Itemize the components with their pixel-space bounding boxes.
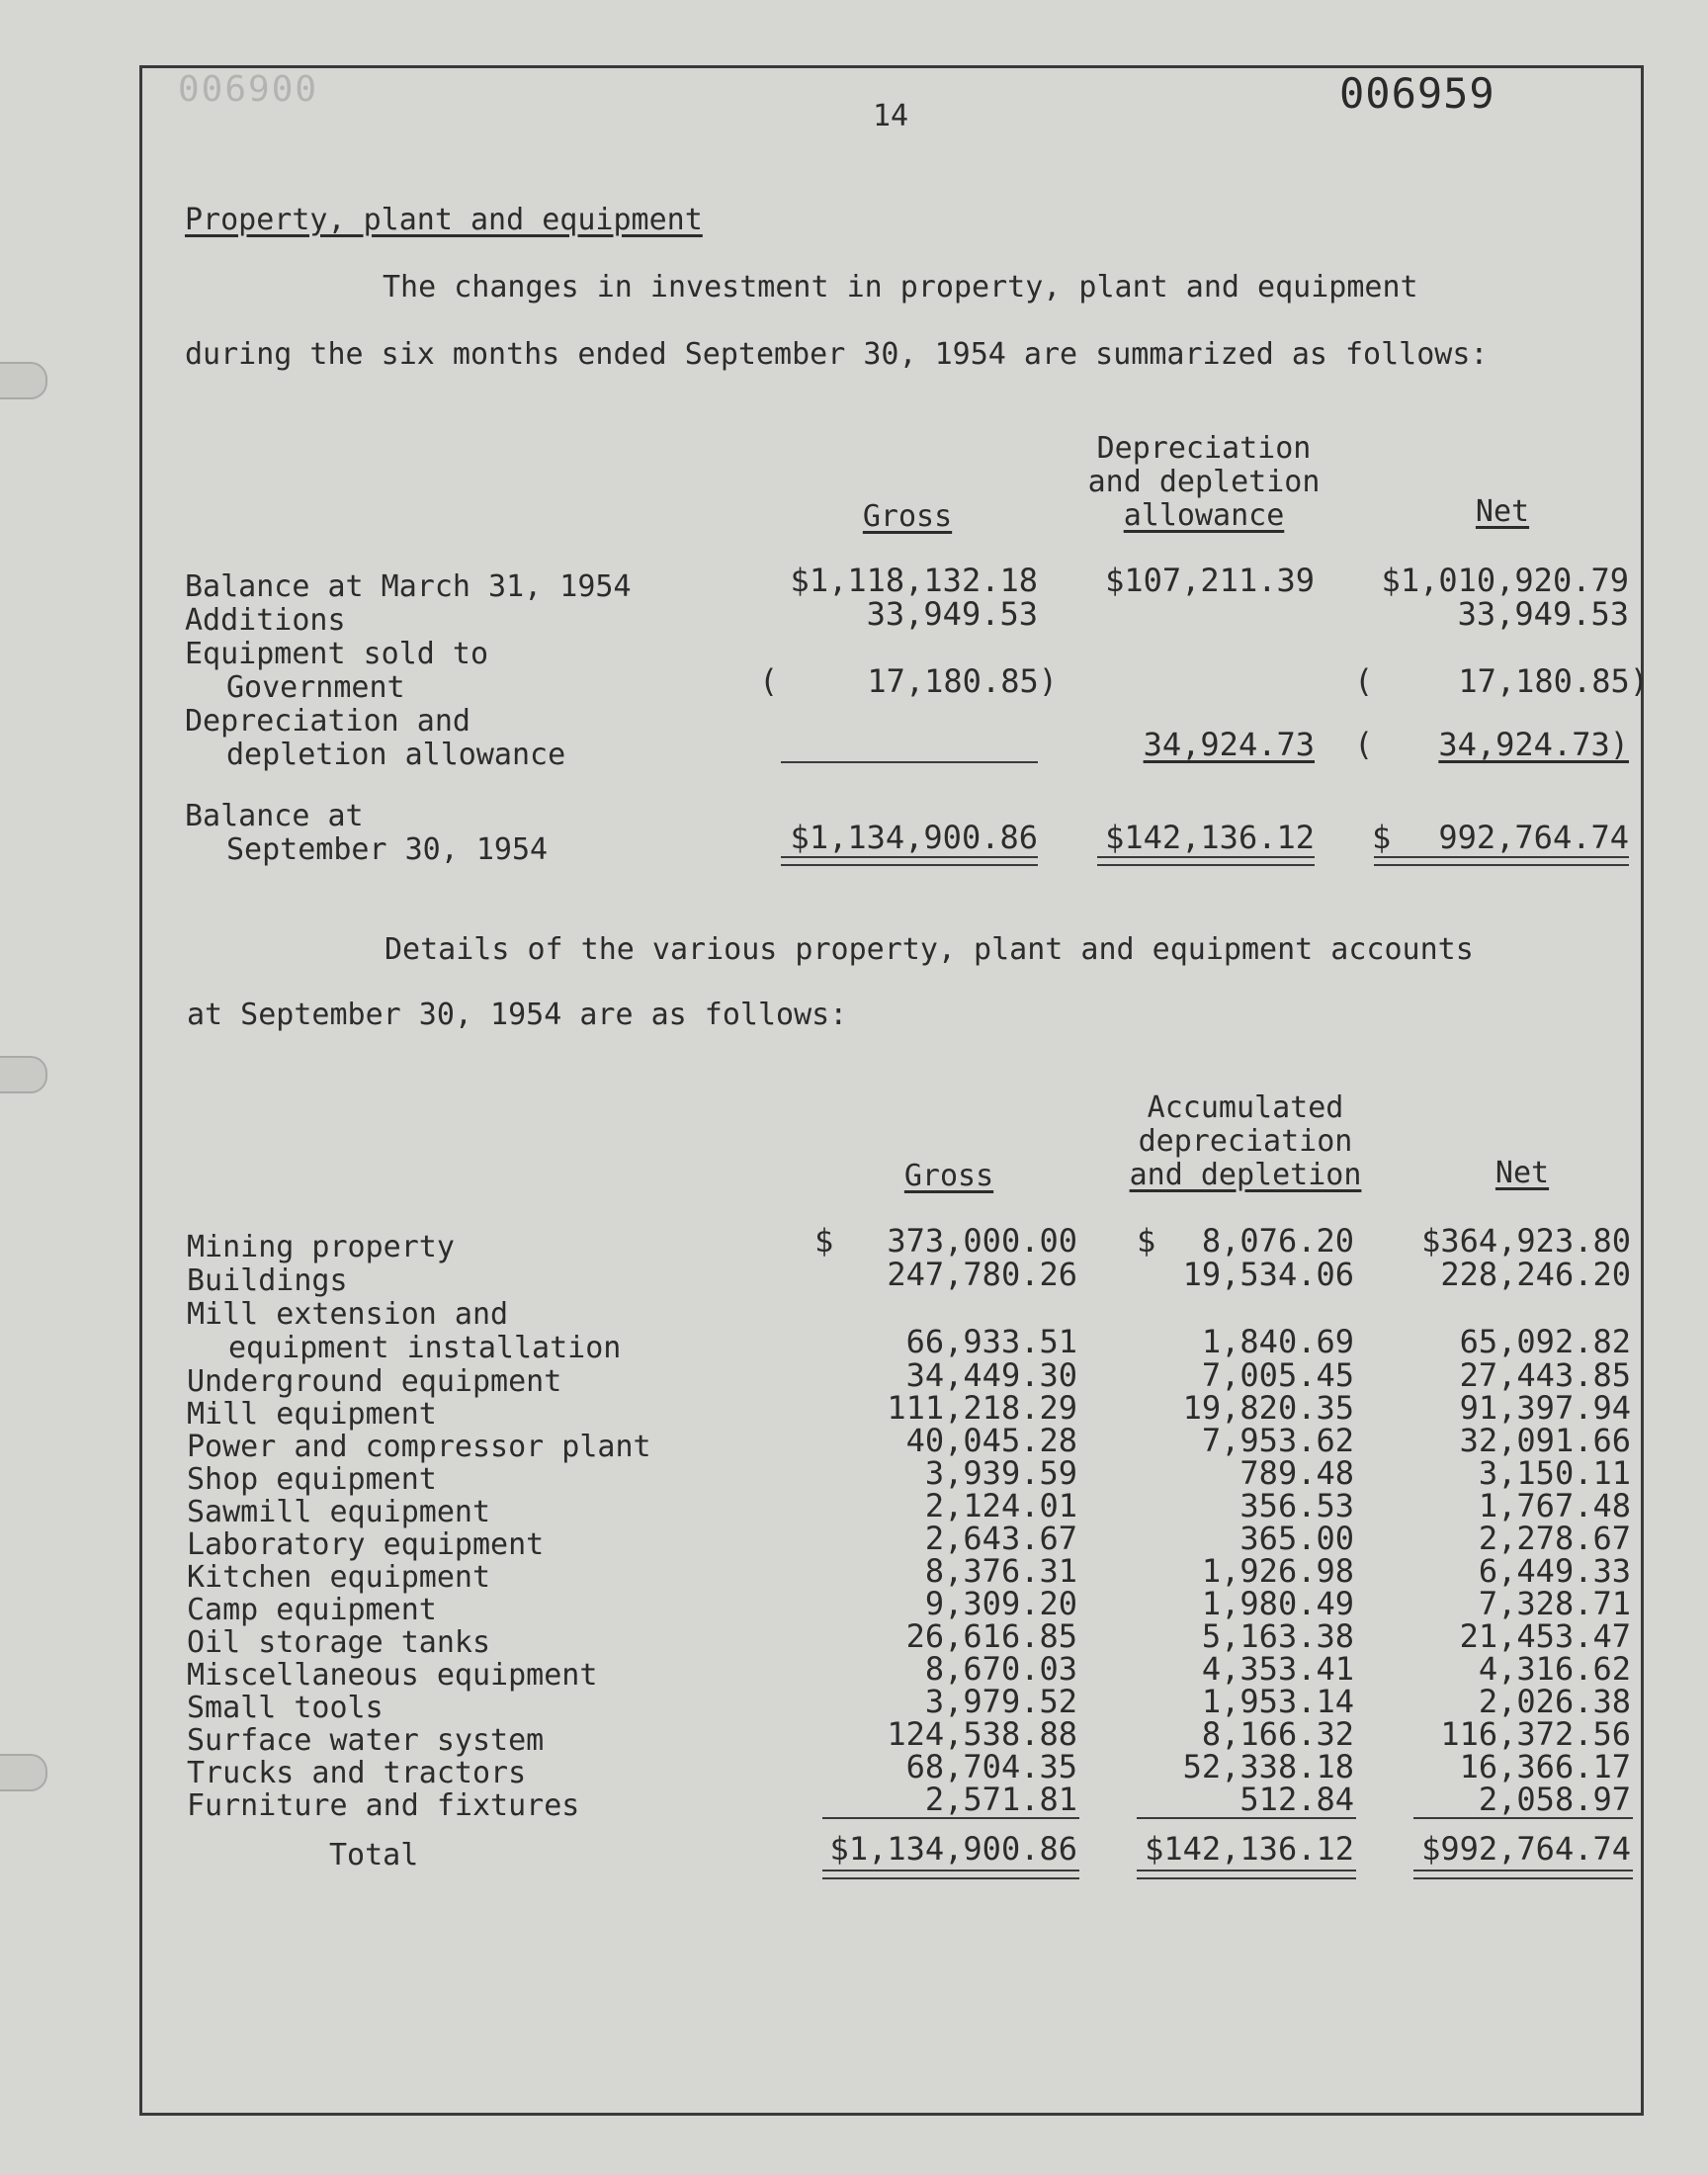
details-row-label: Buildings — [187, 1263, 348, 1298]
details-row-acc: 7,005.45 — [1201, 1356, 1354, 1394]
changes-row-net-open-paren: ( — [1354, 726, 1374, 763]
details-row-acc: 1,953.14 — [1201, 1683, 1354, 1720]
details-row-acc: 19,534.06 — [1182, 1256, 1354, 1293]
details-row-label: Mill extension and — [187, 1297, 509, 1332]
details-row-label: Laboratory equipment — [187, 1527, 545, 1562]
changes-row-net: $1,010,920.79 — [1381, 562, 1629, 599]
details-header-net: Net — [1494, 1156, 1550, 1190]
details-row-net: 7,328.71 — [1478, 1585, 1631, 1622]
details-net-subtotal-rule — [1413, 1817, 1633, 1819]
details-row-net: 2,058.97 — [1478, 1781, 1631, 1818]
details-row-label: Mining property — [187, 1230, 455, 1264]
details-row-net: 21,453.47 — [1459, 1617, 1631, 1655]
details-row-net: 6,449.33 — [1478, 1552, 1631, 1590]
details-acc-subtotal-rule — [1137, 1817, 1356, 1819]
details-row-net: 228,246.20 — [1440, 1256, 1631, 1293]
details-header-acc-line3: and depletion — [1129, 1158, 1362, 1192]
details-row-acc: 1,980.49 — [1201, 1585, 1354, 1622]
details-row-net: 65,092.82 — [1459, 1323, 1631, 1360]
details-row-label: Small tools — [187, 1691, 384, 1725]
details-row-label: Mill equipment — [187, 1397, 437, 1432]
details-row-acc: 1,926.98 — [1201, 1552, 1354, 1590]
details-row-acc: 8,076.20 — [1201, 1222, 1354, 1260]
details-row-gross: 66,933.51 — [905, 1323, 1077, 1360]
details-total-acc: $142,136.12 — [1145, 1830, 1354, 1868]
changes-row-net: 33,949.53 — [1457, 595, 1629, 633]
details-row-net: 116,372.56 — [1440, 1715, 1631, 1753]
details-row-acc: 19,820.35 — [1182, 1389, 1354, 1427]
changes-row-label-cont: depletion allowance — [226, 738, 566, 772]
details-row-gross: 124,538.88 — [887, 1715, 1077, 1753]
changes-row-gross-open-paren: ( — [759, 662, 779, 700]
details-row-acc: 7,953.62 — [1201, 1422, 1354, 1459]
changes-header-depr-line2: and depletion — [1087, 465, 1321, 499]
details-row-net: 16,366.17 — [1459, 1748, 1631, 1785]
changes-row-label: Equipment sold to — [185, 637, 489, 671]
details-row-gross: 373,000.00 — [887, 1222, 1077, 1260]
details-row-net: 27,443.85 — [1459, 1356, 1631, 1394]
details-row-gross-dollar: $ — [814, 1222, 834, 1260]
changes-header-depr-line3: allowance — [1123, 498, 1285, 533]
changes-row-label: Balance at — [185, 799, 364, 833]
changes-row-gross: 33,949.53 — [866, 595, 1038, 633]
changes-row-depr: $142,136.12 — [1105, 819, 1315, 856]
changes-row-net: 34,924.73) — [1438, 726, 1629, 763]
details-row-acc: 5,163.38 — [1201, 1617, 1354, 1655]
changes-row-label: Depreciation and — [185, 704, 470, 739]
details-row-gross: 247,780.26 — [887, 1256, 1077, 1293]
changes-row-net: 992,764.74 — [1438, 819, 1629, 856]
details-paragraph-line-2: at September 30, 1954 are as follows: — [187, 998, 848, 1032]
details-row-acc: 8,166.32 — [1201, 1715, 1354, 1753]
section-title: Property, plant and equipment — [185, 203, 703, 237]
details-row-label: Oil storage tanks — [187, 1625, 491, 1660]
details-total-net: $992,764.74 — [1421, 1830, 1631, 1868]
changes-row-label-cont: Government — [226, 670, 405, 705]
details-row-gross: 111,218.29 — [887, 1389, 1077, 1427]
changes-row-net-open-paren: ( — [1354, 662, 1374, 700]
changes-row-label: Balance at March 31, 1954 — [185, 569, 632, 604]
changes-header-depr-line1: Depreciation — [1096, 431, 1312, 466]
punch-hole-middle — [0, 1056, 47, 1093]
details-row-gross: 3,939.59 — [924, 1454, 1077, 1492]
details-row-acc-dollar: $ — [1137, 1222, 1156, 1260]
changes-row-label-cont: September 30, 1954 — [226, 832, 549, 867]
details-header-acc-line2: depreciation — [1138, 1124, 1353, 1159]
changes-row-depr: 34,924.73 — [1143, 726, 1315, 763]
faint-bleedthrough-number: 006900 — [178, 69, 319, 110]
details-total-gross: $1,134,900.86 — [829, 1830, 1077, 1868]
changes-row-net-dollar: $ — [1372, 819, 1392, 856]
details-row-gross: 26,616.85 — [905, 1617, 1077, 1655]
details-row-label: Sawmill equipment — [187, 1495, 491, 1529]
details-row-acc: 356.53 — [1239, 1487, 1354, 1524]
intro-paragraph-line-1: The changes in investment in property, plant and equipment — [383, 270, 1418, 304]
details-gross-subtotal-rule — [822, 1817, 1079, 1819]
details-row-gross: 8,670.03 — [924, 1650, 1077, 1688]
details-header-acc-line1: Accumulated — [1147, 1090, 1344, 1125]
details-header-gross: Gross — [903, 1159, 994, 1193]
details-row-acc: 4,353.41 — [1201, 1650, 1354, 1688]
changes-header-net: Net — [1475, 494, 1530, 529]
changes-row-gross: 17,180.85) — [867, 662, 1058, 700]
details-row-net: 32,091.66 — [1459, 1422, 1631, 1459]
details-row-label: Trucks and tractors — [187, 1756, 527, 1790]
details-row-label-cont: equipment installation — [228, 1331, 622, 1365]
details-row-acc: 365.00 — [1239, 1520, 1354, 1557]
details-row-label: Miscellaneous equipment — [187, 1658, 598, 1693]
details-row-gross: 9,309.20 — [924, 1585, 1077, 1622]
details-row-label: Kitchen equipment — [187, 1560, 491, 1595]
changes-gross-double-rule — [781, 856, 1038, 866]
punch-hole-bottom — [0, 1754, 47, 1791]
details-net-double-rule — [1413, 1870, 1633, 1879]
details-row-label: Camp equipment — [187, 1593, 437, 1627]
changes-header-gross: Gross — [862, 499, 953, 534]
changes-row-label: Additions — [185, 603, 346, 638]
details-row-gross: 34,449.30 — [905, 1356, 1077, 1394]
details-row-net: 4,316.62 — [1478, 1650, 1631, 1688]
changes-row-depr: $107,211.39 — [1105, 562, 1315, 599]
changes-gross-subtotal-rule — [781, 761, 1038, 763]
details-total-label: Total — [329, 1838, 419, 1872]
details-gross-double-rule — [822, 1870, 1079, 1879]
details-row-label: Underground equipment — [187, 1364, 562, 1399]
changes-depr-double-rule — [1097, 856, 1315, 866]
details-row-gross: 2,124.01 — [924, 1487, 1077, 1524]
changes-row-net: 17,180.85) — [1458, 662, 1649, 700]
changes-row-gross: $1,134,900.86 — [790, 819, 1038, 856]
changes-row-gross: $1,118,132.18 — [790, 562, 1038, 599]
details-row-label: Furniture and fixtures — [187, 1788, 580, 1823]
details-row-gross: 3,979.52 — [924, 1683, 1077, 1720]
details-row-label: Surface water system — [187, 1723, 545, 1758]
details-row-label: Power and compressor plant — [187, 1430, 651, 1464]
details-row-gross: 2,571.81 — [924, 1781, 1077, 1818]
details-row-gross: 2,643.67 — [924, 1520, 1077, 1557]
details-row-net: $364,923.80 — [1421, 1222, 1631, 1260]
document-number-stamp: 006959 — [1339, 69, 1495, 118]
changes-net-double-rule — [1374, 856, 1629, 866]
details-acc-double-rule — [1137, 1870, 1356, 1879]
details-row-acc: 1,840.69 — [1201, 1323, 1354, 1360]
details-row-gross: 8,376.31 — [924, 1552, 1077, 1590]
page-number: 14 — [873, 99, 909, 133]
details-row-net: 1,767.48 — [1478, 1487, 1631, 1524]
intro-paragraph-line-2: during the six months ended September 30, 1954 are summarized as follows: — [185, 337, 1489, 372]
details-row-acc: 789.48 — [1239, 1454, 1354, 1492]
details-row-acc: 512.84 — [1239, 1781, 1354, 1818]
details-row-net: 2,278.67 — [1478, 1520, 1631, 1557]
details-row-gross: 40,045.28 — [905, 1422, 1077, 1459]
details-row-acc: 52,338.18 — [1182, 1748, 1354, 1785]
details-paragraph-line-1: Details of the various property, plant and equipment accounts — [384, 932, 1474, 967]
punch-hole-top — [0, 362, 47, 399]
details-row-net: 2,026.38 — [1478, 1683, 1631, 1720]
details-row-net: 3,150.11 — [1478, 1454, 1631, 1492]
details-row-label: Shop equipment — [187, 1462, 437, 1497]
details-row-net: 91,397.94 — [1459, 1389, 1631, 1427]
details-row-gross: 68,704.35 — [905, 1748, 1077, 1785]
